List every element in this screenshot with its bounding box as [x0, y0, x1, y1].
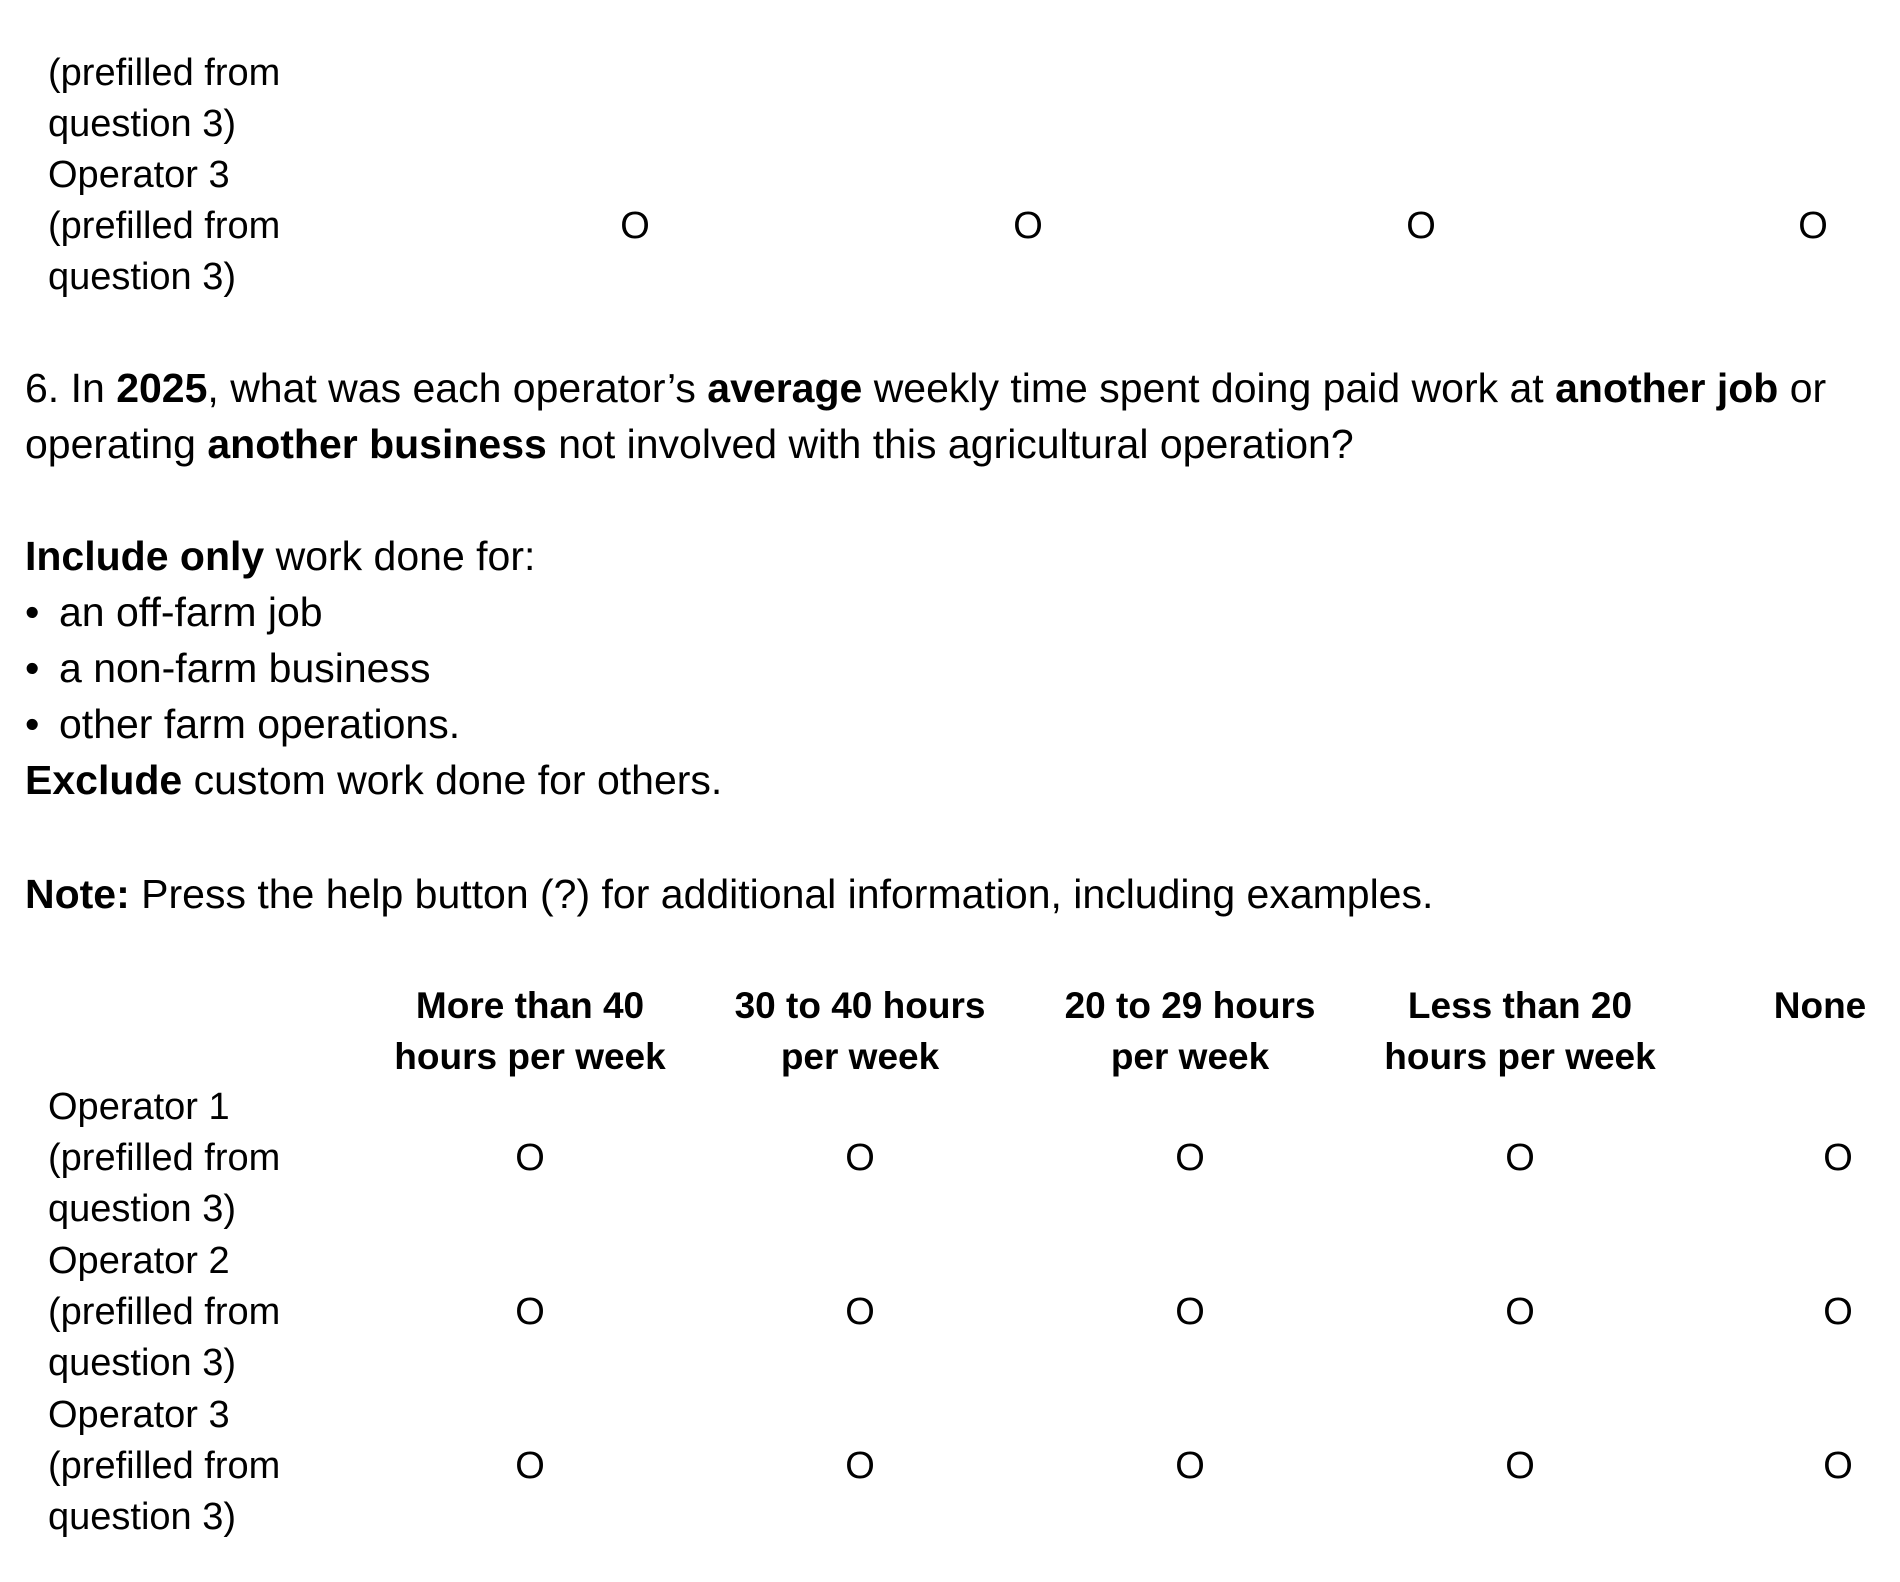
bullet-icon: •: [25, 701, 40, 747]
prefill-note: (prefilled from: [48, 1291, 281, 1333]
prev-operator-3-radio-3[interactable]: O: [1406, 205, 1436, 247]
operator-2-radio-less-than-20[interactable]: O: [1505, 1291, 1535, 1333]
operator-3-prefill-line1: (prefilled from: [48, 205, 281, 247]
operator-1-radio-more-than-40[interactable]: O: [515, 1137, 545, 1179]
bullet-icon: •: [25, 645, 40, 691]
column-header-line: per week: [780, 1036, 940, 1077]
column-header-line: More than 40: [415, 985, 645, 1026]
question-text-part: , what was each operator’s: [207, 365, 708, 411]
prefill-note: (prefilled from: [48, 1445, 281, 1487]
operator-2-prefill-label: (prefilled from question 3): [48, 52, 281, 145]
row-label-operator-2: [48, 1236, 348, 1389]
operator-3-radio-30-to-40[interactable]: O: [845, 1445, 875, 1487]
question-text-part: weekly time spent doing paid work at: [862, 365, 1556, 411]
exclude-label: Exclude: [25, 757, 183, 803]
row-label-operator-1: [48, 1082, 348, 1235]
question-emphasis-average: average: [707, 365, 863, 411]
operator-1-radio-30-to-40[interactable]: O: [845, 1137, 875, 1179]
operator-name: Operator 1: [48, 1086, 230, 1128]
column-header-line: hours per week: [394, 1036, 666, 1077]
prefill-note: (prefilled from: [48, 1137, 281, 1179]
operator-1-radio-none[interactable]: O: [1823, 1137, 1853, 1179]
prev-operator-3-radio-2[interactable]: O: [1013, 205, 1043, 247]
column-header-less-than-20: [1370, 980, 1670, 1082]
operator-3-radio-more-than-40[interactable]: O: [515, 1445, 545, 1487]
bullet-item: [25, 640, 1825, 696]
exclude-text: custom work done for others.: [182, 757, 723, 803]
previous-question-tail: [48, 48, 1868, 298]
question-emphasis-another-job: another job: [1555, 365, 1779, 411]
prev-operator-3-radio-1[interactable]: O: [620, 205, 650, 247]
column-header-30-to-40: [710, 980, 1010, 1082]
question-emphasis-another-business: another business: [207, 421, 547, 467]
operator-name: Operator 2: [48, 1240, 230, 1282]
column-header-none: [1760, 980, 1880, 1031]
row-label-operator-3: [48, 1390, 348, 1543]
question-6-text: [25, 360, 1885, 472]
column-header-line: Less than 20: [1407, 985, 1633, 1026]
bullet-text: a non-farm business: [59, 645, 431, 691]
column-header-20-to-29: [1040, 980, 1340, 1082]
column-header-line: per week: [1110, 1036, 1270, 1077]
operator-3-label: [48, 150, 348, 303]
column-header-line: None: [1773, 985, 1867, 1026]
column-header-line: 20 to 29 hours: [1064, 985, 1316, 1026]
bullet-item: [25, 696, 1825, 752]
operator-3-prefill-line2: question 3): [48, 256, 237, 298]
question-text-part: In: [59, 365, 117, 411]
include-text: work done for:: [264, 533, 536, 579]
question-year: 2025: [116, 365, 208, 411]
operator-2-radio-none[interactable]: O: [1823, 1291, 1853, 1333]
operator-2-radio-30-to-40[interactable]: O: [845, 1291, 875, 1333]
column-header-line: hours per week: [1384, 1036, 1656, 1077]
bullet-text: an off-farm job: [59, 589, 323, 635]
operator-name: Operator 3: [48, 1394, 230, 1436]
bullet-icon: •: [25, 589, 40, 635]
operator-2-radio-more-than-40[interactable]: O: [515, 1291, 545, 1333]
column-header-more-than-40: [380, 980, 680, 1082]
question-text-part: not involved with this agricultural operation?: [546, 421, 1354, 467]
operator-3-name: Operator 3: [48, 154, 230, 196]
help-note: [25, 866, 1825, 922]
operator-1-radio-less-than-20[interactable]: O: [1505, 1137, 1535, 1179]
operator-3-radio-less-than-20[interactable]: O: [1505, 1445, 1535, 1487]
column-header-line: 30 to 40 hours: [734, 985, 986, 1026]
prefill-note: question 3): [48, 1342, 237, 1384]
note-label: Note:: [25, 871, 130, 917]
operator-2-radio-20-to-29[interactable]: O: [1175, 1291, 1205, 1333]
prefill-note: question 3): [48, 1188, 237, 1230]
operator-1-radio-20-to-29[interactable]: O: [1175, 1137, 1205, 1179]
operator-3-radio-20-to-29[interactable]: O: [1175, 1445, 1205, 1487]
question-text-part: or operating: [25, 365, 1827, 467]
bullet-item: [25, 584, 1825, 640]
prev-operator-3-radio-4[interactable]: O: [1798, 205, 1828, 247]
include-label: Include only: [25, 533, 265, 579]
operator-3-radio-none[interactable]: O: [1823, 1445, 1853, 1487]
bullet-text: other farm operations.: [59, 701, 461, 747]
prefill-note: question 3): [48, 1496, 237, 1538]
instructions: [25, 528, 1825, 808]
include-line: [25, 528, 1825, 584]
exclude-line: [25, 752, 1825, 808]
note-text: Press the help button (?) for additional information, including examples.: [129, 871, 1434, 917]
question-number: 6.: [25, 365, 60, 411]
